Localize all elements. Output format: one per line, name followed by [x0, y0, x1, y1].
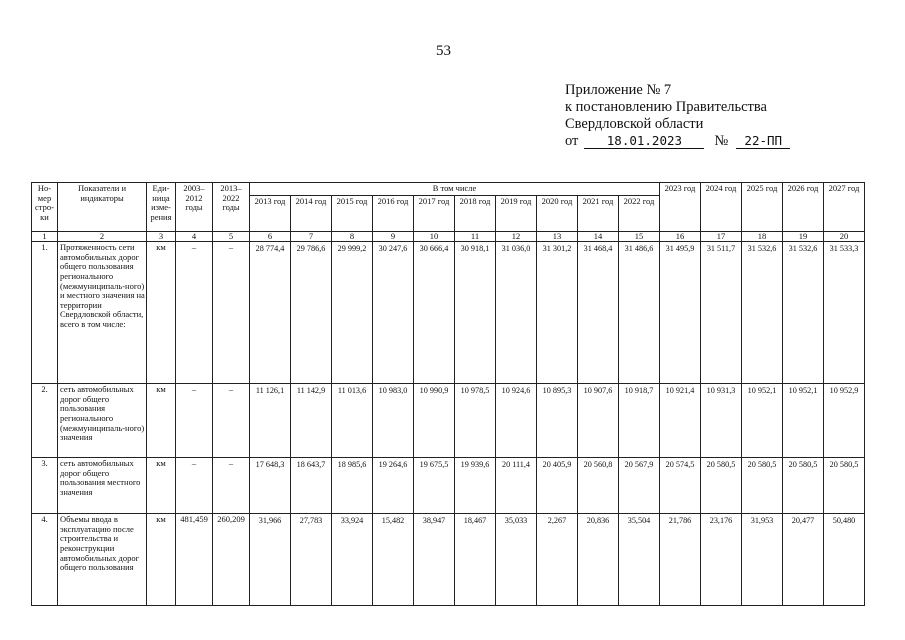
road-indicators-table: [31, 182, 865, 606]
column-number-cell: 9: [373, 231, 414, 242]
header-year-2013: 2013 год: [250, 195, 291, 231]
value-cell: 10 921,4: [660, 384, 701, 458]
period-2013-2022-cell: 260,209: [213, 514, 250, 606]
value-cell: 19 264,6: [373, 458, 414, 514]
period-2003-2012-cell: –: [176, 458, 213, 514]
column-number-cell: 1: [32, 231, 58, 242]
value-cell: 20 580,5: [742, 458, 783, 514]
value-cell: 18 985,6: [332, 458, 373, 514]
value-cell: 23,176: [701, 514, 742, 606]
value-cell: 10 924,6: [496, 384, 537, 458]
header-year-2015: 2015 год: [332, 195, 373, 231]
header-year-2022: 2022 год: [619, 195, 660, 231]
header-year-2025: 2025 год: [742, 183, 783, 232]
date-prefix: от: [565, 133, 579, 149]
value-cell: 10 990,9: [414, 384, 455, 458]
value-cell: 10 983,0: [373, 384, 414, 458]
column-number-cell: 10: [414, 231, 455, 242]
value-cell: 20 560,8: [578, 458, 619, 514]
value-cell: 2,267: [537, 514, 578, 606]
column-number-cell: 19: [783, 231, 824, 242]
column-number-cell: 6: [250, 231, 291, 242]
value-cell: 17 648,3: [250, 458, 291, 514]
value-cell: 10 931,3: [701, 384, 742, 458]
value-cell: 29 786,6: [291, 242, 332, 384]
value-cell: 10 952,1: [783, 384, 824, 458]
table-row: [32, 242, 865, 384]
unit-cell: км: [147, 514, 176, 606]
value-cell: 20 580,5: [701, 458, 742, 514]
appendix-line-3: Свердловской области: [565, 116, 704, 132]
header-unit: Еди-ница изме-рения: [147, 183, 176, 232]
unit-cell: км: [147, 242, 176, 384]
value-cell: 11 126,1: [250, 384, 291, 458]
value-cell: 31 036,0: [496, 242, 537, 384]
value-cell: 31,966: [250, 514, 291, 606]
value-cell: 20,836: [578, 514, 619, 606]
column-number-cell: 14: [578, 231, 619, 242]
column-number-cell: 5: [213, 231, 250, 242]
value-cell: 20 580,5: [783, 458, 824, 514]
unit-cell: км: [147, 384, 176, 458]
header-year-2021: 2021 год: [578, 195, 619, 231]
value-cell: 21,786: [660, 514, 701, 606]
period-2003-2012-cell: –: [176, 384, 213, 458]
value-cell: 10 952,9: [824, 384, 865, 458]
value-cell: 18,467: [455, 514, 496, 606]
indicator-cell: Объемы ввода в эксплуатацию после строительства и реконструкции автомобильных дорог общего пользования: [58, 514, 147, 606]
period-2013-2022-cell: –: [213, 458, 250, 514]
period-2003-2012-cell: –: [176, 242, 213, 384]
unit-cell: км: [147, 458, 176, 514]
value-cell: 31 532,6: [783, 242, 824, 384]
number-prefix: №: [714, 133, 729, 149]
value-cell: 30 247,6: [373, 242, 414, 384]
value-cell: 10 895,3: [537, 384, 578, 458]
value-cell: 31 468,4: [578, 242, 619, 384]
table-row: [32, 514, 865, 606]
column-numbers-row: [32, 231, 865, 242]
resolution-number: 22-ПП: [736, 134, 790, 149]
resolution-signature-line: [565, 133, 790, 150]
header-year-2026: 2026 год: [783, 183, 824, 232]
row-number-cell: 4.: [32, 514, 58, 606]
header-year-2016: 2016 год: [373, 195, 414, 231]
value-cell: 20 405,9: [537, 458, 578, 514]
value-cell: 10 907,6: [578, 384, 619, 458]
header-year-2020: 2020 год: [537, 195, 578, 231]
appendix-line-2: к постановлению Правительства: [565, 99, 767, 115]
page-number: 53: [436, 43, 451, 59]
row-number-cell: 3.: [32, 458, 58, 514]
period-2013-2022-cell: –: [213, 242, 250, 384]
value-cell: 19 675,5: [414, 458, 455, 514]
value-cell: 27,783: [291, 514, 332, 606]
row-number-cell: 1.: [32, 242, 58, 384]
header-year-2017: 2017 год: [414, 195, 455, 231]
header-year-2014: 2014 год: [291, 195, 332, 231]
header-year-2023: 2023 год: [660, 183, 701, 232]
value-cell: 15,482: [373, 514, 414, 606]
header-row-no: Но-мер стро-ки: [32, 183, 58, 232]
value-cell: 10 918,7: [619, 384, 660, 458]
indicator-cell: сеть автомобильных дорог общего пользования регионального (межмуниципаль-ного) значения: [58, 384, 147, 458]
value-cell: 18 643,7: [291, 458, 332, 514]
value-cell: 10 952,1: [742, 384, 783, 458]
value-cell: 20,477: [783, 514, 824, 606]
value-cell: 28 774,4: [250, 242, 291, 384]
table-body: [32, 242, 865, 606]
value-cell: 30 918,1: [455, 242, 496, 384]
value-cell: 10 978,5: [455, 384, 496, 458]
value-cell: 20 111,4: [496, 458, 537, 514]
header-including: В том числе: [250, 183, 660, 196]
header-year-2019: 2019 год: [496, 195, 537, 231]
value-cell: 38,947: [414, 514, 455, 606]
resolution-date: 18.01.2023: [584, 134, 704, 149]
value-cell: 31 533,3: [824, 242, 865, 384]
value-cell: 19 939,6: [455, 458, 496, 514]
value-cell: 33,924: [332, 514, 373, 606]
column-number-cell: 12: [496, 231, 537, 242]
header-period-2013-2022: 2013–2022 годы: [213, 183, 250, 232]
value-cell: 29 999,2: [332, 242, 373, 384]
column-number-cell: 3: [147, 231, 176, 242]
value-cell: 20 574,5: [660, 458, 701, 514]
column-number-cell: 8: [332, 231, 373, 242]
column-number-cell: 15: [619, 231, 660, 242]
value-cell: 35,033: [496, 514, 537, 606]
period-2003-2012-cell: 481,459: [176, 514, 213, 606]
value-cell: 31 301,2: [537, 242, 578, 384]
table-row: [32, 458, 865, 514]
value-cell: 11 013,6: [332, 384, 373, 458]
header-row-1: [32, 183, 865, 196]
period-2013-2022-cell: –: [213, 384, 250, 458]
appendix-header: [565, 82, 790, 150]
indicator-cell: сеть автомобильных дорог общего пользования местного значения: [58, 458, 147, 514]
header-year-2024: 2024 год: [701, 183, 742, 232]
value-cell: 20 580,5: [824, 458, 865, 514]
header-year-2027: 2027 год: [824, 183, 865, 232]
value-cell: 50,480: [824, 514, 865, 606]
column-number-cell: 11: [455, 231, 496, 242]
value-cell: 31 486,6: [619, 242, 660, 384]
value-cell: 31 511,7: [701, 242, 742, 384]
column-number-cell: 7: [291, 231, 332, 242]
column-number-cell: 17: [701, 231, 742, 242]
value-cell: 31,953: [742, 514, 783, 606]
value-cell: 30 666,4: [414, 242, 455, 384]
row-number-cell: 2.: [32, 384, 58, 458]
header-period-2003-2012: 2003–2012 годы: [176, 183, 213, 232]
column-number-cell: 20: [824, 231, 865, 242]
appendix-line-1: Приложение № 7: [565, 82, 672, 98]
column-number-cell: 13: [537, 231, 578, 242]
header-year-2018: 2018 год: [455, 195, 496, 231]
table-row: [32, 384, 865, 458]
value-cell: 20 567,9: [619, 458, 660, 514]
header-indicators: Показатели и индикаторы: [58, 183, 147, 232]
indicator-cell: Протяженность сети автомобильных дорог общего пользования регионального (межмуниципаль-ного) и местного значения на территории Свердловской области, всего в том числе:: [58, 242, 147, 384]
value-cell: 11 142,9: [291, 384, 332, 458]
column-number-cell: 2: [58, 231, 147, 242]
value-cell: 35,504: [619, 514, 660, 606]
value-cell: 31 495,9: [660, 242, 701, 384]
value-cell: 31 532,6: [742, 242, 783, 384]
column-number-cell: 18: [742, 231, 783, 242]
column-number-cell: 4: [176, 231, 213, 242]
column-number-cell: 16: [660, 231, 701, 242]
